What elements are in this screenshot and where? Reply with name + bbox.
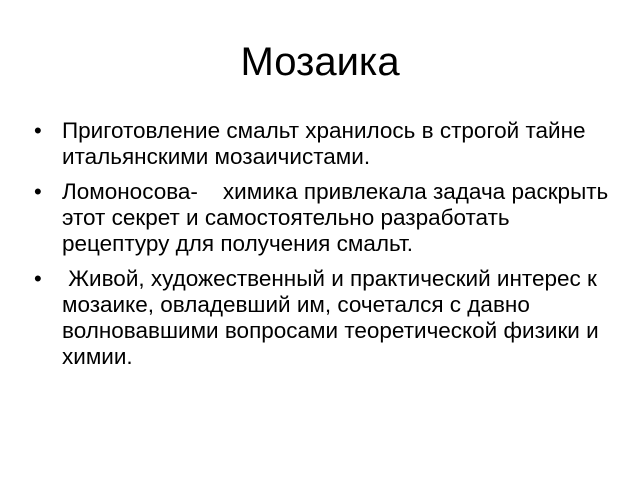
bullet-text: Ломоносова- химика привлекала задача раскрыть этот секрет и самостоятельно разработать рецептуру для получения смальт. (62, 179, 615, 256)
bullet-icon: • (34, 266, 42, 291)
bullet-text: Живой, художественный и практический интерес к мозаике, овладевший им, сочетался с давно волновавшими вопросами теоретической физики и химии. (62, 266, 605, 369)
bullet-icon: • (34, 118, 42, 143)
bullet-list (34, 118, 614, 379)
slide-title: Мозаика (240, 40, 400, 84)
bullet-item (34, 179, 614, 257)
bullet-icon: • (34, 179, 42, 204)
bullet-text: Приготовление смальт хранилось в строгой тайне итальянскими мозаичистами. (62, 118, 592, 169)
bullet-item (34, 118, 614, 170)
bullet-item (34, 266, 614, 370)
